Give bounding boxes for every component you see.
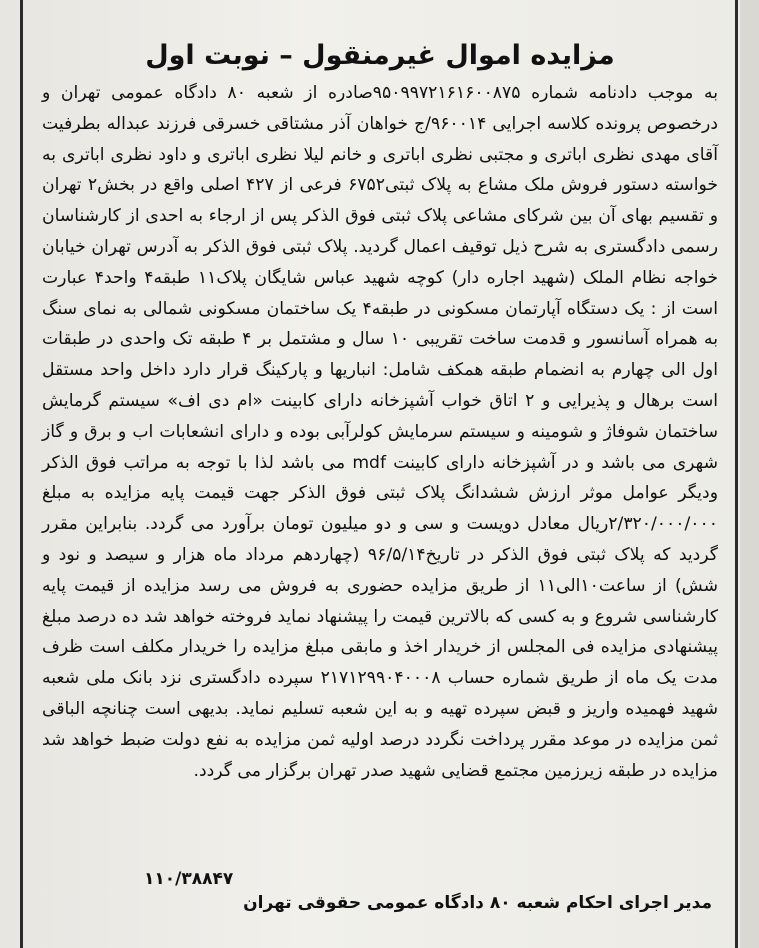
notice-code: ۱۱۰/۳۸۸۴۷ bbox=[144, 869, 234, 889]
notice-title: مزایده اموال غیرمنقول – نوبت اول bbox=[145, 40, 615, 71]
left-border-rule bbox=[20, 0, 23, 948]
notice-footer bbox=[48, 869, 712, 916]
right-border-rule bbox=[735, 0, 738, 948]
right-margin-strip bbox=[740, 0, 759, 948]
auction-notice bbox=[30, 8, 730, 938]
notice-signature: مدیر اجرای احکام شعبه ۸۰ دادگاه عمومی حقوقی تهران bbox=[243, 893, 712, 913]
notice-body: به موجب دادنامه شماره ۹۵۰۹۹۷۲۱۶۱۶۰۰۸۷۵صادره از شعبه ۸۰ دادگاه عمومی تهران و درخصوص پرونده کلاسه اجرایی ۹۶۰۰۱۴/ج خواهان آذر مشتاقی خسرقی فرزند عبداله بطرفیت آقای مهدی نظری اباتری و مجتبی نظری اباتری و خانم لیلا نظری اباتری و داود نظری اباتری به خواسته دستور فروش ملک مشاع به پلاک ثبتی۶۷۵۲ فرعی از ۴۲۷ اصلی واقع در بخش۲ تهران و تقسیم بهای آن بین شرکای مشاعی پلاک ثبتی فوق الذکر پس از ارجاء به احدی از کارشناسان رسمی دادگستری به شرح ذیل توقیف اعمال گردید. پلاک ثبتی فوق الذکر به آدرس تهران خیابان خواجه نظام الملک (شهید اجاره دار) کوچه شهید عباس شایگان پلاک۱۱ طبقه۴ واحد۴ عبارت است از : یک دستگاه آپارتمان مسکونی در طبقه۴ یک ساختمان مسکونی شمالی به نمای سنگ به همراه آسانسور و قدمت ساخت تقریبی ۱۰ سال و مشتمل بر ۴ طبقه تک واحدی در طبقات اول الی چهارم به انضمام طبقه همکف شامل: انباریها و پارکینگ قرار دارد داخل واحد مستقل است برهال و پذیرایی و ۲ اتاق خواب آشپزخانه دارای کابینت «ام دی اف» سیستم گرمایش ساختمان شوفاژ و شومینه و سیستم سرمایش کولرآبی بوده و دارای انشعابات اب و برق و گاز شهری می باشد و در آشپزخانه دارای کابینت mdf می باشد لذا با توجه به مراتب فوق الذکر ودیگر عوامل موثر ارزش ششدانگ پلاک ثبتی فوق الذکر جهت قیمت پایه مزایده به مبلغ ۲/۳۲۰/۰۰۰/۰۰۰ریال معادل دویست و سی و دو میلیون تومان برآورد می گردد. بنابراین مقرر گردید که پلاک ثبتی فوق الذکر در تاریخ۹۶/۵/۱۴ (چهاردهم مرداد ماه هزار و سیصد و نود و شش) از ساعت۱۰الی۱۱ از طریق مزایده حضوری به فروش می رسد مزایده از قیمت پایه کارشناسی شروع و به کسی که بالاترین قیمت را پیشنهاد نماید فروخته خواهد شد ده درصد مبلغ پیشنهادی مزایده فی المجلس از خریدار اخذ و مابقی مبلغ مزایده را خریدار مکلف است ظرف مدت یک ماه از طریق شماره حساب ۲۱۷۱۲۹۹۰۴۰۰۰۸ سپرده دادگستری نزد بانک ملی شعبه شهید فهمیده واریز و قبض سپرده تهیه و به این شعبه تسلیم نماید. بدیهی است چنانچه الباقی ثمن مزایده در موعد مقرر پرداخت نگردد درصد اولیه ثمن مزایده به نفع دولت ضبط خواهد شد مزایده در طبقه زیرزمین مجتمع قضایی شهید صدر تهران برگزار می گردد. bbox=[42, 83, 719, 781]
